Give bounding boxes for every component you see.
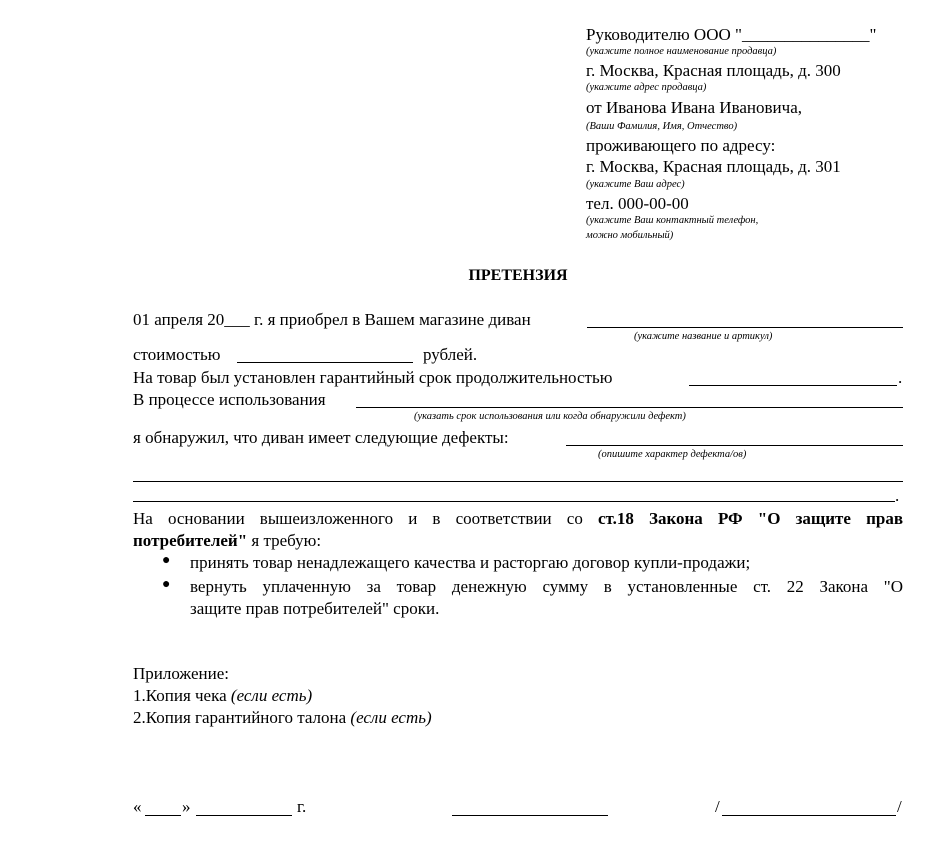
warranty-blank [689, 385, 897, 386]
year-suffix: г. [297, 797, 307, 816]
signature-blank [452, 815, 608, 816]
bullet-icon: ● [162, 553, 171, 568]
bullet-icon: ● [162, 577, 171, 592]
day-blank [145, 815, 181, 816]
usage-line: В процессе использования [133, 390, 326, 409]
appendix-item-1: 1.Копия чека (если есть) [133, 686, 313, 705]
residing-line: проживающего по адресу: [586, 136, 776, 155]
warranty-line: На товар был установлен гарантийный срок продолжительностью [133, 368, 613, 387]
phone-hint-2: можно мобильный) [586, 230, 674, 241]
phone-line: тел. 000-00-00 [586, 194, 689, 213]
demand-item: вернуть уплаченную за товар денежную сумму в установленные ст. 22 Закона "О [190, 577, 903, 596]
currency-label: рублей. [423, 345, 478, 364]
basis-text: На основании вышеизложенного и в соответствии со [133, 509, 583, 528]
appendix-title: Приложение: [133, 664, 229, 683]
basis-law-ref-cont: потребителей" [133, 531, 248, 550]
own-address: г. Москва, Красная площадь, д. 301 [586, 157, 841, 176]
defects-end-period: . [895, 486, 900, 505]
item-name-hint: (укажите название и артикул) [634, 331, 773, 342]
demand-item: принять товар ненадлежащего качества и расторгаю договор купли-продажи; [190, 553, 751, 572]
appendix-note: (если есть) [230, 686, 313, 705]
date-open-quote: « [133, 797, 142, 816]
phone-hint-1: (укажите Ваш контактный телефон, [586, 215, 759, 226]
date-close-quote: » [182, 797, 191, 816]
seller-address-hint: (укажите адрес продавца) [586, 82, 707, 93]
basis-law-ref: ст.18 Закона РФ "О защите прав [597, 509, 903, 528]
seller-address: г. Москва, Красная площадь, д. 300 [586, 61, 841, 80]
defects-hint: (опишите характер дефекта/ов) [598, 449, 747, 460]
defects-blank [566, 445, 903, 446]
own-address-hint: (укажите Ваш адрес) [586, 179, 685, 190]
addressee-line: Руководителю ООО "_______________" [586, 25, 877, 44]
appendix-note: (если есть) [350, 708, 432, 727]
warranty-period: . [898, 368, 903, 387]
defects-blank-3 [133, 501, 895, 502]
defects-blank-2 [133, 481, 903, 482]
purchase-line: 01 апреля 20___ г. я приобрел в Вашем магазине диван [133, 310, 531, 329]
document-title: ПРЕТЕНЗИЯ [468, 267, 568, 284]
item-name-blank [587, 327, 903, 328]
demand-item-cont: защите прав потребителей" сроки. [190, 599, 440, 618]
basis-paragraph-line-2 [133, 531, 321, 551]
cost-label: стоимостью [133, 345, 221, 364]
month-blank [196, 815, 292, 816]
usage-hint: (указать срок использования или когда обнаружили дефект) [414, 411, 686, 422]
basis-paragraph-line-1 [133, 509, 903, 529]
basis-demand-intro: я требую: [247, 531, 322, 550]
from-hint: (Ваши Фамилия, Имя, Отчество) [586, 121, 738, 132]
name-slash-close: / [897, 797, 902, 816]
appendix-item-2: 2.Копия гарантийного талона (если есть) [133, 708, 432, 727]
usage-blank [356, 407, 903, 408]
name-blank [722, 815, 896, 816]
from-line: от Иванова Ивана Ивановича, [586, 98, 802, 117]
name-slash-open: / [715, 797, 720, 816]
addressee-hint: (укажите полное наименование продавца) [586, 46, 777, 57]
defects-line: я обнаружил, что диван имеет следующие дефекты: [133, 428, 509, 447]
cost-blank [237, 362, 413, 363]
